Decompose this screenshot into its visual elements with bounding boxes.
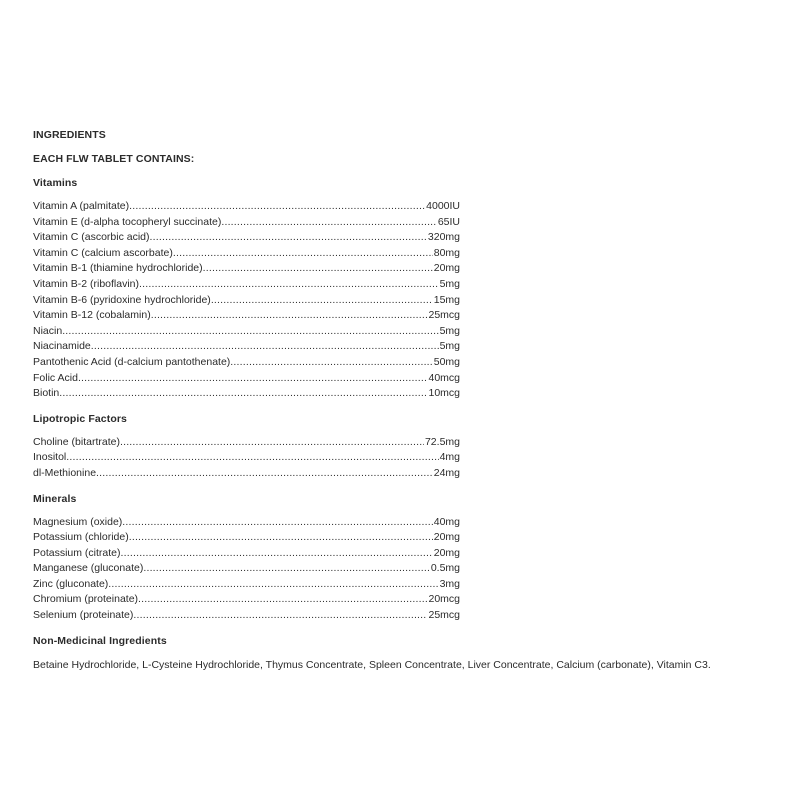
ingredient-list <box>33 199 460 402</box>
ingredient-amount: 25mcg <box>428 609 460 622</box>
ingredient-name: Vitamin B-6 (pyridoxine hydrochloride) <box>33 293 211 306</box>
dot-leader <box>59 386 427 402</box>
ingredient-row <box>33 515 460 531</box>
ingredient-amount: 4000IU <box>426 200 460 212</box>
ingredient-amount: 40mcg <box>428 371 460 384</box>
dot-leader <box>221 215 436 231</box>
ingredient-row <box>33 435 460 451</box>
ingredient-name: Biotin <box>33 387 60 400</box>
dot-leader <box>120 435 424 451</box>
dot-leader <box>66 450 438 466</box>
ingredient-name: Potassium (citrate) <box>33 546 121 559</box>
ingredient-row <box>33 293 460 309</box>
ingredient-name: Chromium (proteinate) <box>33 593 139 606</box>
ingredient-amount: 50mg <box>433 355 460 368</box>
ingredient-row <box>33 450 460 466</box>
ingredient-name: Folic Acid <box>33 371 78 384</box>
ingredient-amount: 4mg <box>439 451 460 464</box>
ingredient-amount: 20mg <box>433 262 460 275</box>
ingredient-amount: 40mg <box>433 515 460 528</box>
ingredient-amount: 72.5mg <box>424 435 460 448</box>
ingredient-amount: 20mg <box>433 546 460 559</box>
ingredient-name: dl-Methionine <box>33 466 97 479</box>
tablet-contents-heading: EACH FLW TABLET CONTAINS: <box>33 153 195 165</box>
ingredient-row <box>33 561 460 577</box>
ingredient-name: Vitamin B-2 (riboflavin) <box>33 277 140 290</box>
dot-leader <box>211 293 433 309</box>
ingredient-amount: 10mcg <box>428 387 460 400</box>
ingredient-name: Niacin <box>33 324 63 337</box>
ingredients-document <box>33 127 773 673</box>
ingredient-row <box>33 530 460 546</box>
section-heading: Lipotropic Factors <box>33 412 127 425</box>
ingredient-name: Niacinamide <box>33 340 91 353</box>
dot-leader <box>138 592 427 608</box>
ingredient-name: Pantothenic Acid (d-calcium pantothenate) <box>33 355 231 368</box>
ingredient-name: Manganese (gluconate) <box>33 562 144 575</box>
dot-leader <box>78 371 428 387</box>
ingredient-name: Inositol <box>33 451 67 464</box>
ingredient-amount: 5mg <box>439 277 460 290</box>
ingredient-amount: 320mg <box>427 231 460 244</box>
dot-leader <box>108 577 438 593</box>
ingredient-amount: 20mcg <box>428 593 460 606</box>
ingredient-row <box>33 246 460 262</box>
ingredient-amount: 5mg <box>439 340 460 353</box>
ingredient-row <box>33 277 460 293</box>
ingredient-name: Vitamin C (calcium ascorbate) <box>33 246 173 259</box>
ingredient-row <box>33 371 460 387</box>
dot-leader <box>230 355 432 371</box>
ingredient-name: Zinc (gluconate) <box>33 577 109 590</box>
ingredient-row <box>33 324 460 340</box>
dot-leader <box>129 530 433 546</box>
ingredient-amount: 24mg <box>433 466 460 479</box>
ingredient-name: Vitamin C (ascorbic acid) <box>33 231 150 244</box>
ingredient-row <box>33 546 460 562</box>
section-heading: Vitamins <box>33 177 78 189</box>
ingredient-amount: 20mg <box>433 531 460 544</box>
dot-leader <box>150 230 427 246</box>
ingredient-row <box>33 577 460 593</box>
non-medicinal-heading: Non-Medicinal Ingredients <box>33 634 167 647</box>
page-title: INGREDIENTS <box>33 129 106 141</box>
ingredient-row <box>33 608 460 624</box>
dot-leader <box>173 246 433 262</box>
dot-leader <box>91 339 439 355</box>
ingredient-row <box>33 355 460 371</box>
dot-leader <box>96 466 433 482</box>
ingredient-row <box>33 215 460 231</box>
ingredient-row <box>33 230 460 246</box>
dot-leader <box>203 261 433 277</box>
ingredient-name: Potassium (chloride) <box>33 531 129 544</box>
ingredient-row <box>33 466 460 482</box>
ingredient-amount: 25mcg <box>428 309 460 322</box>
ingredient-list <box>33 515 460 624</box>
section-heading: Minerals <box>33 492 77 505</box>
dot-leader <box>122 515 432 531</box>
ingredient-name: Vitamin A (palmitate) <box>33 200 130 212</box>
dot-leader <box>151 308 428 324</box>
ingredient-name: Vitamin B-1 (thiamine hydrochloride) <box>33 262 203 275</box>
ingredient-row <box>33 339 460 355</box>
ingredient-amount: 80mg <box>433 246 460 259</box>
dot-leader <box>121 546 433 562</box>
ingredient-row <box>33 386 460 402</box>
ingredient-name: Vitamin B-12 (cobalamin) <box>33 309 151 322</box>
ingredient-row <box>33 592 460 608</box>
ingredient-name: Selenium (proteinate) <box>33 609 134 622</box>
ingredient-amount: 15mg <box>433 293 460 306</box>
non-medicinal-text: Betaine Hydrochloride, L-Cysteine Hydrochloride, Thymus Concentrate, Spleen Concentrate, Liver Concentrate, Calcium (carbonate), Vitamin C3. <box>33 658 711 671</box>
ingredient-row <box>33 308 460 324</box>
dot-leader <box>133 608 427 624</box>
dot-leader <box>129 199 425 215</box>
ingredient-amount: 5mg <box>439 324 460 337</box>
ingredient-list <box>33 435 460 482</box>
dot-leader <box>139 277 439 293</box>
dot-leader <box>143 561 429 577</box>
ingredient-name: Magnesium (oxide) <box>33 515 123 528</box>
ingredient-row <box>33 261 460 277</box>
ingredient-amount: 3mg <box>439 577 460 590</box>
ingredient-name: Vitamin E (d-alpha tocopheryl succinate) <box>33 215 222 228</box>
ingredient-name: Choline (bitartrate) <box>33 435 120 448</box>
ingredient-amount: 0.5mg <box>430 562 460 575</box>
ingredient-amount: 65IU <box>437 215 460 228</box>
ingredient-sections <box>33 175 773 624</box>
dot-leader <box>62 324 438 340</box>
ingredient-row <box>33 199 460 215</box>
